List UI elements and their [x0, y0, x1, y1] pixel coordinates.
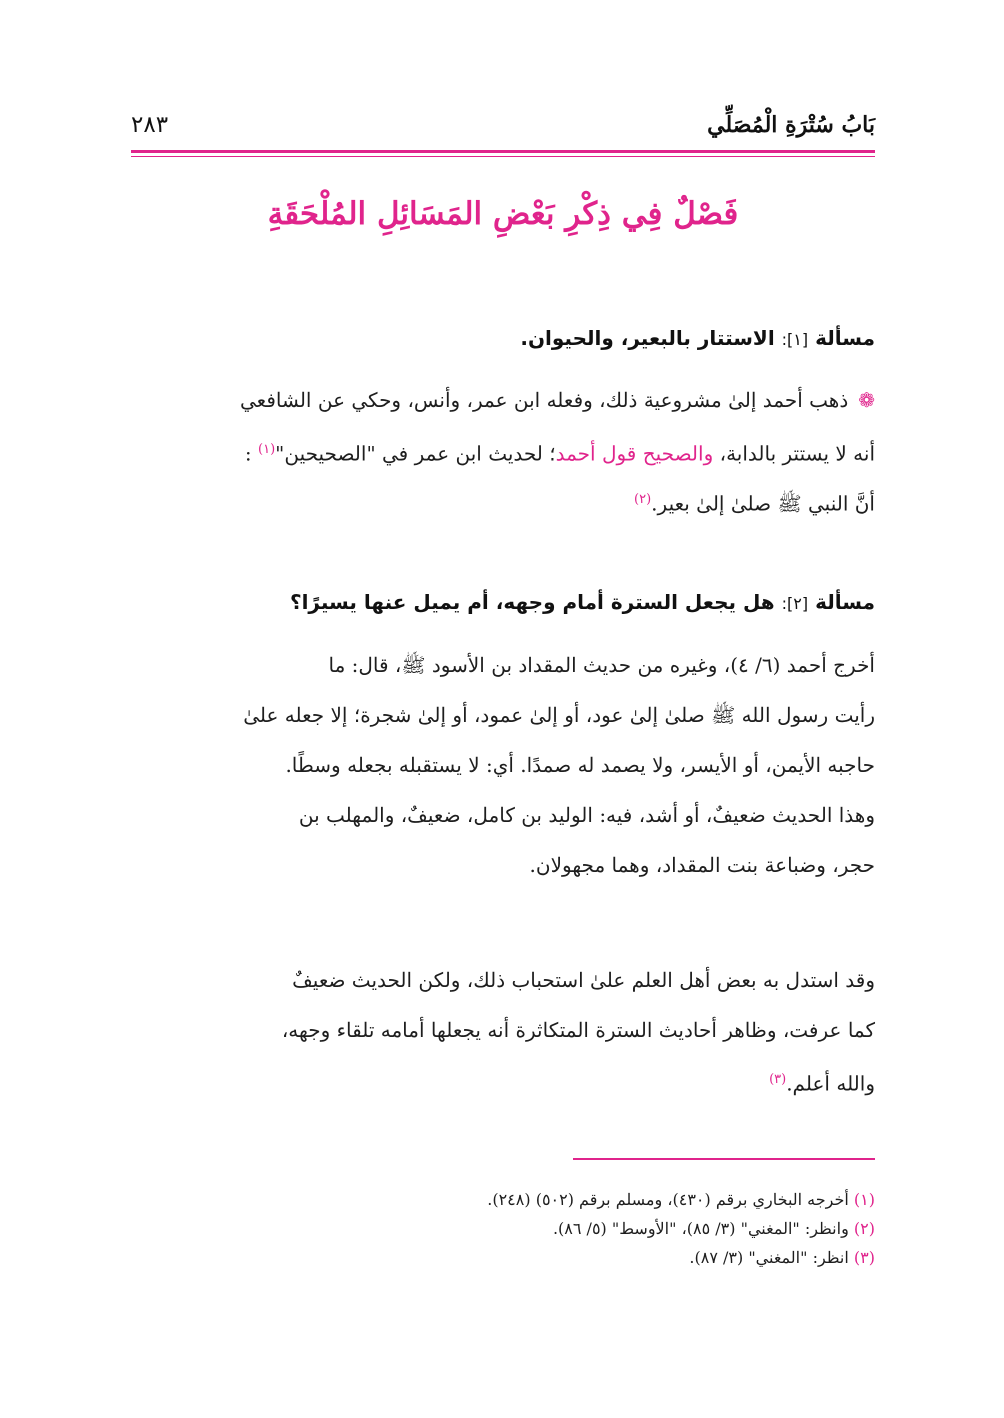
footnote-ref: (٣) [769, 1072, 787, 1087]
header-rule-thin [131, 156, 875, 157]
issue-label: مسألة [815, 590, 875, 614]
paragraph-text: أنَّ النبي ﷺ صلىٰ إلىٰ بعير. [651, 491, 875, 516]
paragraph-text: ذهب أحمد إلىٰ مشروعية ذلك، وفعله ابن عمر، وأنس، وحكي عن الشافعي [240, 388, 849, 412]
footnote-item [131, 1243, 875, 1272]
paragraph-line [131, 425, 875, 475]
page-number: ٢٨٣ [131, 112, 169, 138]
footnote-text: انظر: "المغني" (٣/ ٨٧). [689, 1248, 849, 1267]
paragraph-text: أنه لا يستتر بالدابة، [719, 441, 875, 466]
paragraph-line: حاجبه الأيمن، أو الأيسر، ولا يصمد له صمدًا. أي: لا يستقبله بجعله وسطًا. [285, 753, 875, 777]
section-heading: فَصْلٌ فِي ذِكْرِ بَعْضِ المَسَائِلِ المُلْحَقَةِ [267, 196, 739, 232]
footnote-number: (٢) [853, 1219, 875, 1238]
paragraph-line [131, 1055, 875, 1105]
chapter-title: بَابُ سُتْرَةِ الْمُصَلِّي [707, 112, 875, 138]
header-rule-thick [131, 150, 875, 153]
paragraph-3 [131, 955, 875, 1105]
footnote-separator [573, 1158, 875, 1160]
issue-label: مسألة [815, 326, 875, 350]
footnote-ref: (١) [258, 442, 276, 457]
footnote-text: وانظر: "المغني" (٣/ ٨٥)، "الأوسط" (٥/ ٨٦). [552, 1219, 849, 1238]
issue-number: [٢]: [781, 594, 809, 613]
paragraph-line [131, 475, 875, 525]
issue-number: [١]: [781, 330, 809, 349]
issue-title: الاستتار بالبعير، والحيوان. [520, 326, 775, 350]
paragraph-line [131, 375, 875, 425]
footnote-ref: (٢) [634, 492, 652, 507]
footnote-item [131, 1185, 875, 1214]
highlighted-text: والصحيح قول أحمد [555, 441, 714, 466]
paragraph-line: وقد استدل به بعض أهل العلم علىٰ استحباب ذلك، ولكن الحديث ضعيفٌ [292, 968, 875, 992]
footnote-item [131, 1214, 875, 1243]
paragraph-text: : [244, 441, 252, 466]
footnote-text: أخرجه البخاري برقم (٤٣٠)، ومسلم برقم (٥٠٢) (٢٤٨). [487, 1190, 849, 1209]
paragraph-line: رأيت رسول الله ﷺ صلىٰ إلىٰ عود، أو إلىٰ عمود، أو إلىٰ شجرة؛ إلا جعله علىٰ [243, 703, 875, 727]
issue-title: هل يجعل السترة أمام وجهه، أم يميل عنها يسيرًا؟ [289, 590, 775, 614]
paragraph-1 [131, 375, 875, 525]
issue-2-heading [131, 590, 875, 614]
issue-1-heading [131, 326, 875, 350]
page-header [131, 108, 875, 148]
flower-marker-icon: ❁ [858, 388, 875, 412]
footnote-number: (١) [853, 1190, 875, 1209]
footnotes [131, 1185, 875, 1272]
paragraph-line: أخرج أحمد (٦/ ٤)، وغيره من حديث المقداد بن الأسود ﷺ، قال: ما [328, 653, 875, 677]
paragraph-text: والله أعلم. [786, 1071, 875, 1096]
paragraph-2 [131, 640, 875, 890]
paragraph-line: حجر، وضباعة بنت المقداد، وهما مجهولان. [529, 853, 875, 877]
paragraph-line: وهذا الحديث ضعيفٌ، أو أشد، فيه: الوليد بن كامل، ضعيفٌ، والمهلب بن [298, 803, 875, 827]
footnote-number: (٣) [853, 1248, 875, 1267]
paragraph-line: كما عرفت، وظاهر أحاديث السترة المتكاثرة أنه يجعلها أمامه تلقاء وجهه، [281, 1018, 875, 1042]
paragraph-text: ؛ لحديث ابن عمر في "الصحيحين" [275, 441, 556, 466]
